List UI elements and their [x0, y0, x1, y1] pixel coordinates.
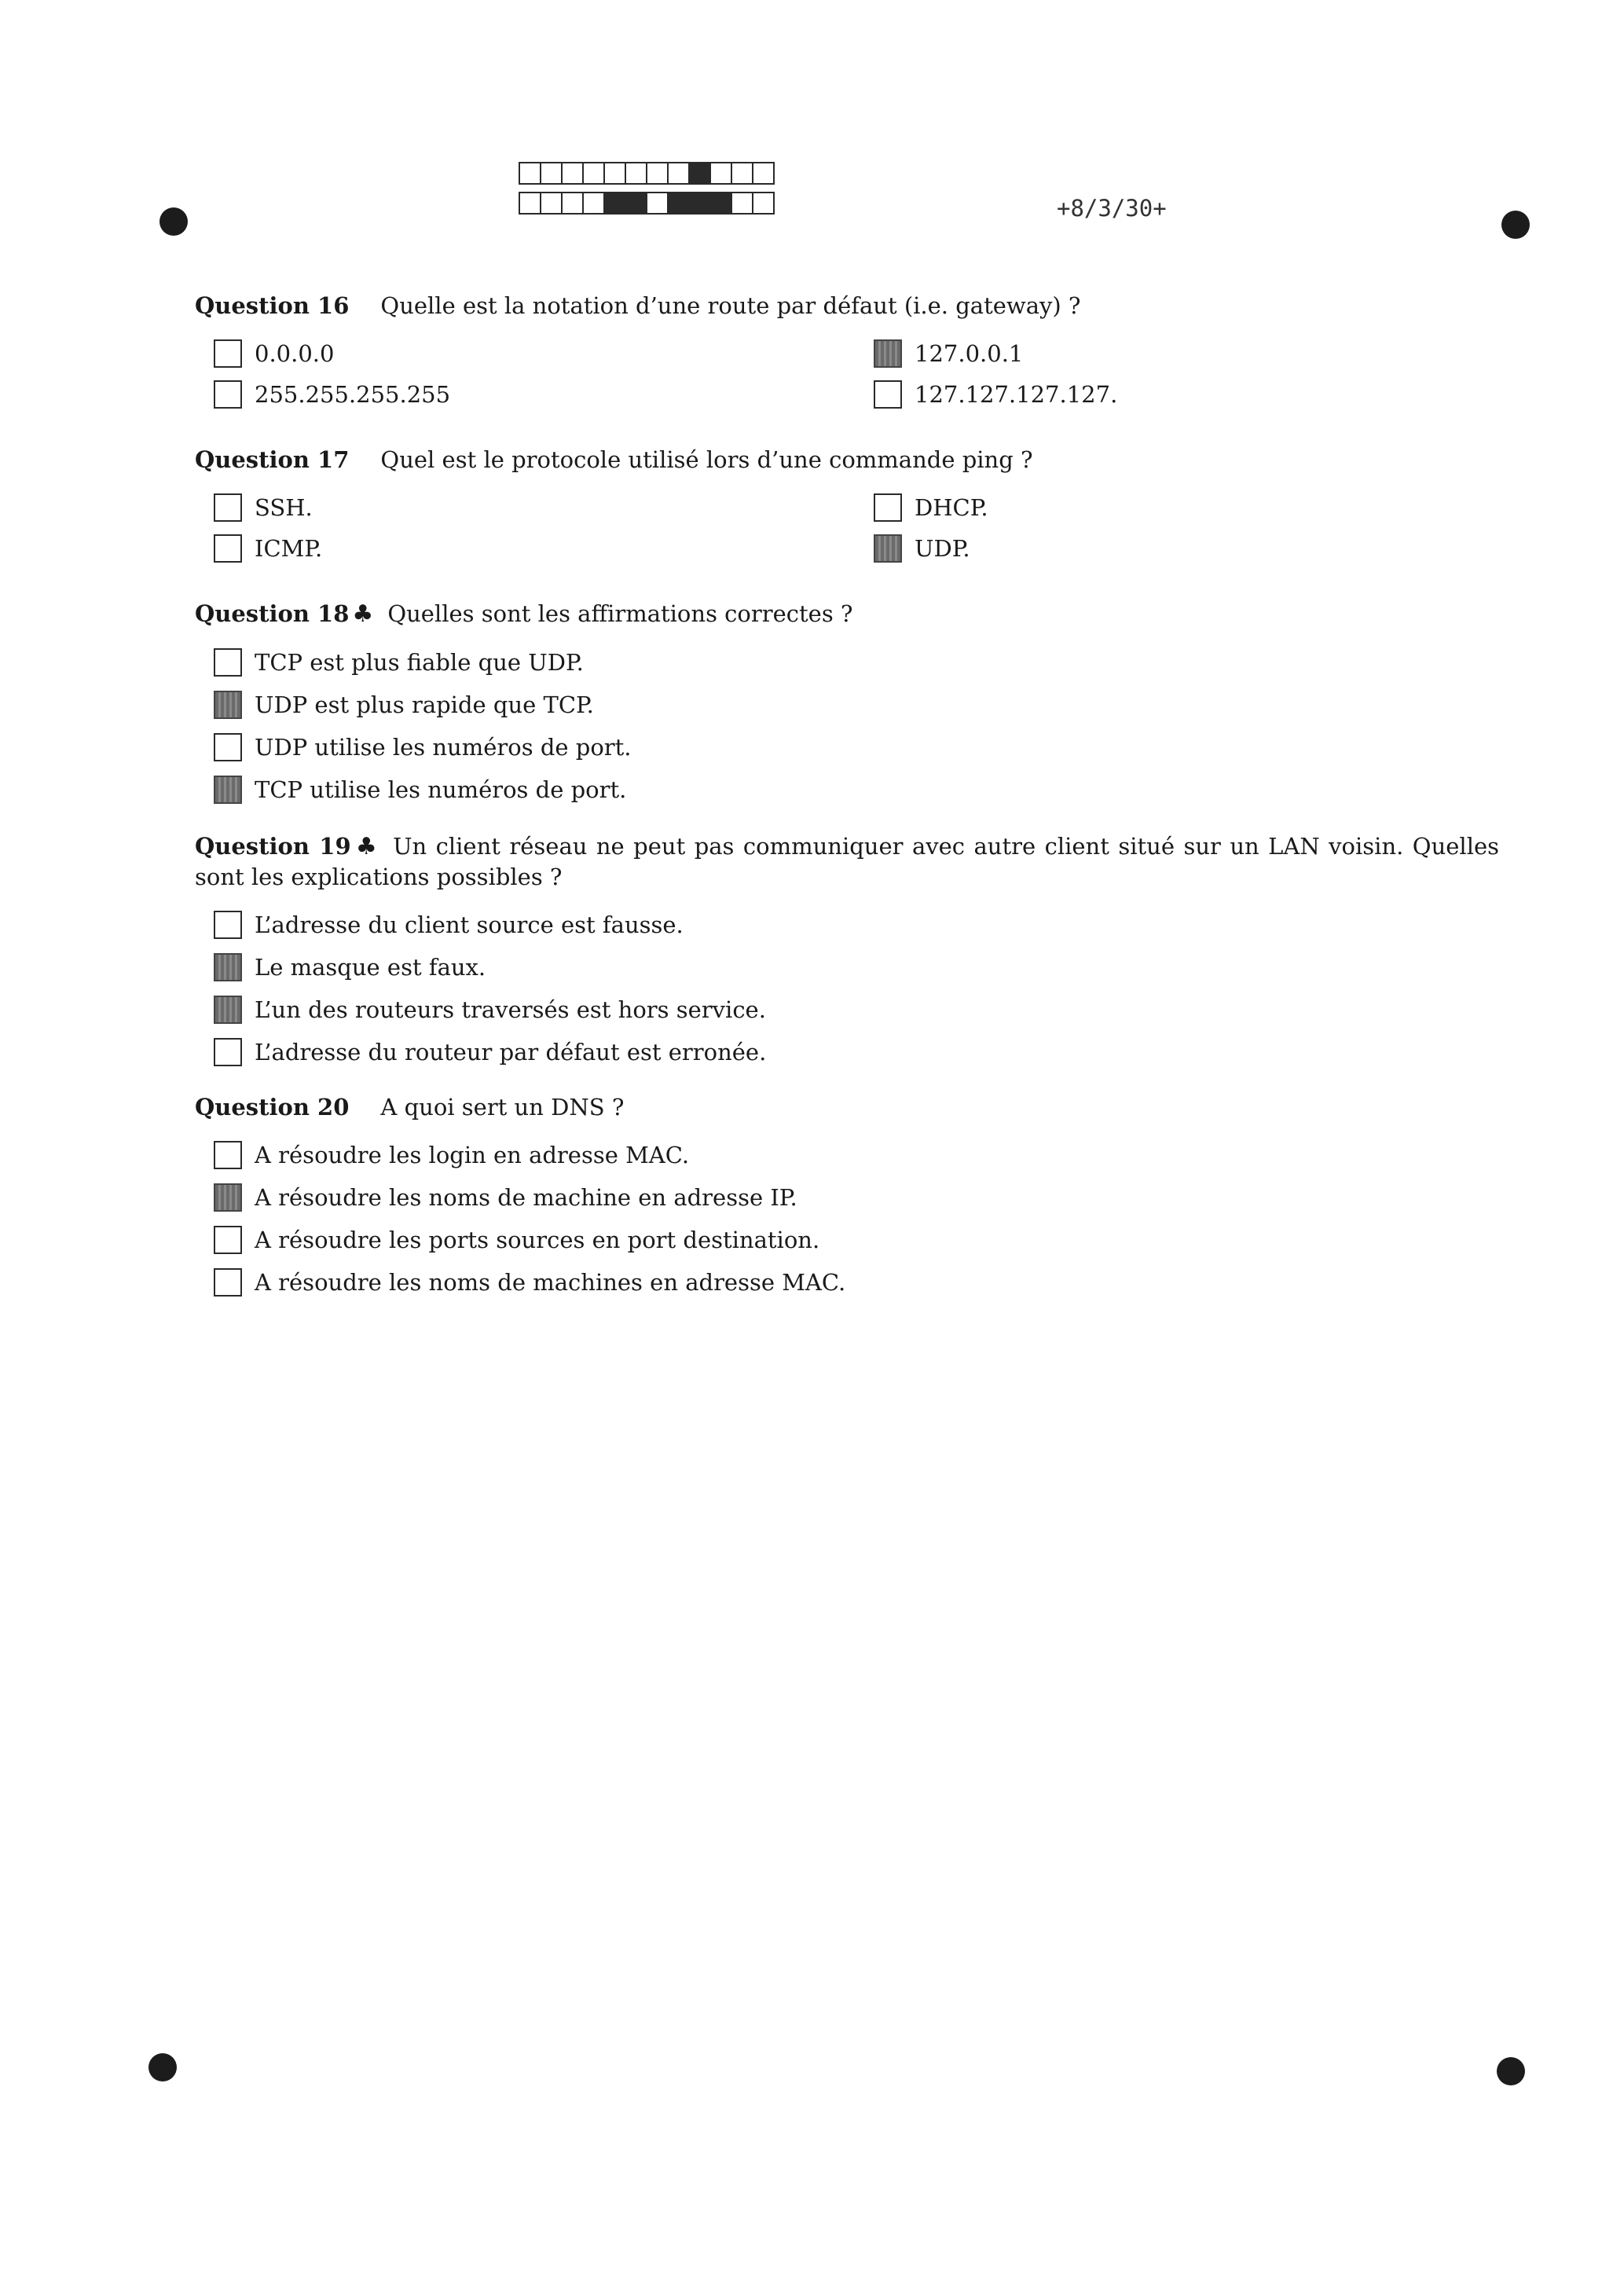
- question-18: [195, 599, 1499, 805]
- answer-text: TCP est plus fiable que UDP.: [255, 649, 584, 676]
- answer-option[interactable]: [195, 1036, 1499, 1068]
- checked-box-icon[interactable]: [214, 691, 242, 719]
- answer-list: [195, 338, 1499, 410]
- answer-option[interactable]: [195, 689, 1499, 721]
- checked-box-icon[interactable]: [214, 996, 242, 1024]
- question-19: [195, 831, 1499, 1068]
- answer-option[interactable]: [195, 533, 855, 564]
- answer-option[interactable]: [855, 338, 1483, 369]
- id-code-row-1: [519, 162, 773, 185]
- question-label: Question 19: [195, 833, 351, 860]
- question-text: Quelle est la notation d’une route par défaut (i.e. gateway) ?: [380, 292, 1081, 319]
- id-row-1-cell: [731, 162, 753, 185]
- empty-checkbox-icon[interactable]: [214, 1226, 242, 1254]
- id-row-1-cell: [582, 162, 605, 185]
- registration-mark-top-left: [159, 207, 188, 236]
- question-heading: [195, 599, 1499, 629]
- id-row-2-cell: [709, 192, 732, 215]
- question-17: [195, 445, 1499, 564]
- answer-option[interactable]: [195, 952, 1499, 983]
- answer-option[interactable]: [195, 1139, 1499, 1171]
- question-heading: [195, 831, 1499, 892]
- question-label: Question 16: [195, 292, 350, 319]
- answer-option[interactable]: [195, 647, 1499, 678]
- id-row-1-cell: [603, 162, 626, 185]
- question-label: Question 18: [195, 600, 350, 627]
- id-row-1-cell: [646, 162, 669, 185]
- answer-text: TCP utilise les numéros de port.: [255, 776, 627, 803]
- checked-box-icon[interactable]: [214, 953, 242, 981]
- answer-list: [195, 647, 1499, 805]
- id-row-2-cell: [519, 192, 541, 215]
- answer-text: UDP.: [915, 535, 970, 562]
- question-label: Question 20: [195, 1094, 350, 1120]
- answer-text: 127.0.0.1: [915, 340, 1024, 367]
- id-row-2-cell: [752, 192, 775, 215]
- empty-checkbox-icon[interactable]: [214, 493, 242, 522]
- answer-option[interactable]: [195, 1267, 1499, 1298]
- answer-option[interactable]: [855, 533, 1483, 564]
- empty-checkbox-icon[interactable]: [214, 380, 242, 409]
- answer-option[interactable]: [195, 994, 1499, 1025]
- multiple-answer-club-icon: ♣: [354, 833, 379, 860]
- answer-list: [195, 1139, 1499, 1298]
- answer-text: L’un des routeurs traversés est hors service.: [255, 996, 766, 1023]
- answer-option[interactable]: [195, 338, 855, 369]
- checked-box-icon[interactable]: [874, 534, 902, 563]
- question-text: Un client réseau ne peut pas communiquer avec autre client situé sur un LAN voisin. Quelles sont les explications possibles ?: [195, 833, 1500, 890]
- answer-text: Le masque est faux.: [255, 954, 486, 981]
- empty-checkbox-icon[interactable]: [874, 380, 902, 409]
- id-row-1-cell: [540, 162, 563, 185]
- answer-option[interactable]: [855, 492, 1483, 523]
- question-label: Question 17: [195, 446, 350, 473]
- answer-option[interactable]: [195, 1224, 1499, 1256]
- answer-option[interactable]: [195, 379, 855, 410]
- page-code: +8/3/30+: [1057, 195, 1167, 222]
- answer-text: 0.0.0.0: [255, 340, 335, 367]
- id-row-1-cell: [688, 162, 711, 185]
- answer-text: ICMP.: [255, 535, 323, 562]
- answer-text: L’adresse du routeur par défaut est erronée.: [255, 1039, 767, 1065]
- question-text: Quelles sont les affirmations correctes ?: [387, 600, 853, 627]
- answer-list: [195, 492, 1499, 564]
- answer-text: SSH.: [255, 494, 313, 521]
- id-row-2-cell: [561, 192, 584, 215]
- id-row-2-cell: [731, 192, 753, 215]
- id-code-row-2: [519, 192, 773, 215]
- id-row-1-cell: [625, 162, 647, 185]
- id-row-1-cell: [752, 162, 775, 185]
- answer-text: A résoudre les noms de machines en adresse MAC.: [255, 1269, 846, 1296]
- empty-checkbox-icon[interactable]: [214, 733, 242, 761]
- answer-text: A résoudre les ports sources en port destination.: [255, 1227, 820, 1253]
- id-row-1-cell: [667, 162, 690, 185]
- id-row-2-cell: [667, 192, 690, 215]
- question-heading: [195, 445, 1499, 475]
- empty-checkbox-icon[interactable]: [214, 1141, 242, 1169]
- registration-mark-bottom-left: [148, 2053, 177, 2081]
- empty-checkbox-icon[interactable]: [214, 911, 242, 939]
- empty-checkbox-icon[interactable]: [214, 648, 242, 677]
- answer-text: 127.127.127.127.: [915, 381, 1118, 408]
- empty-checkbox-icon[interactable]: [214, 1268, 242, 1297]
- checked-box-icon[interactable]: [214, 1183, 242, 1212]
- empty-checkbox-icon[interactable]: [874, 493, 902, 522]
- id-row-1-cell: [519, 162, 541, 185]
- answer-option[interactable]: [195, 774, 1499, 805]
- id-row-2-cell: [582, 192, 605, 215]
- question-16: [195, 291, 1499, 410]
- empty-checkbox-icon[interactable]: [214, 339, 242, 368]
- registration-mark-top-right: [1501, 211, 1530, 239]
- answer-option[interactable]: [195, 732, 1499, 763]
- question-heading: [195, 291, 1499, 321]
- question-text: Quel est le protocole utilisé lors d’une commande ping ?: [380, 446, 1033, 473]
- question-text: A quoi sert un DNS ?: [380, 1094, 625, 1120]
- answer-text: 255.255.255.255: [255, 381, 451, 408]
- id-row-1-cell: [561, 162, 584, 185]
- registration-mark-bottom-right: [1497, 2057, 1525, 2085]
- answer-text: UDP est plus rapide que TCP.: [255, 691, 594, 718]
- id-row-2-cell: [688, 192, 711, 215]
- question-heading: [195, 1092, 1499, 1122]
- answer-option[interactable]: [855, 379, 1483, 410]
- question-20: [195, 1092, 1499, 1298]
- answer-text: A résoudre les login en adresse MAC.: [255, 1142, 690, 1168]
- answer-option[interactable]: [195, 1182, 1499, 1213]
- answer-list: [195, 909, 1499, 1068]
- answer-option[interactable]: [195, 492, 855, 523]
- answer-text: A résoudre les noms de machine en adresse IP.: [255, 1184, 797, 1211]
- id-row-2-cell: [625, 192, 647, 215]
- multiple-answer-club-icon: ♣: [352, 600, 374, 628]
- checked-box-icon[interactable]: [214, 776, 242, 804]
- id-row-2-cell: [603, 192, 626, 215]
- checked-box-icon[interactable]: [874, 339, 902, 368]
- answer-text: DHCP.: [915, 494, 988, 521]
- empty-checkbox-icon[interactable]: [214, 1038, 242, 1066]
- id-row-1-cell: [709, 162, 732, 185]
- answer-text: UDP utilise les numéros de port.: [255, 734, 632, 761]
- empty-checkbox-icon[interactable]: [214, 534, 242, 563]
- id-row-2-cell: [540, 192, 563, 215]
- answer-text: L’adresse du client source est fausse.: [255, 911, 684, 938]
- answer-option[interactable]: [195, 909, 1499, 941]
- id-row-2-cell: [646, 192, 669, 215]
